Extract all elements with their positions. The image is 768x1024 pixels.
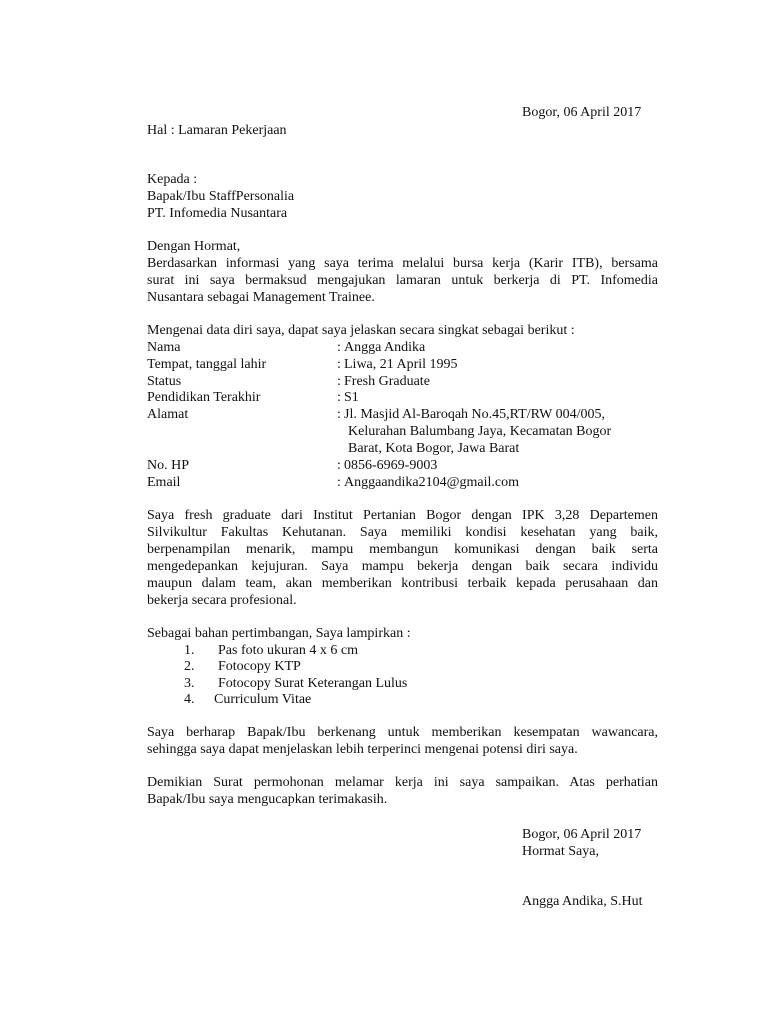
field-label: No. HP	[147, 458, 190, 473]
profile-line: berpenampilan menarik, mampu membangun komunikasi dengan baik serta	[147, 542, 658, 557]
profile-line: bekerja secara profesional.	[147, 593, 297, 608]
letter-date-bottom: Bogor, 06 April 2017	[522, 827, 642, 842]
regards: Hormat Saya,	[522, 844, 599, 859]
field-colon: :	[337, 407, 341, 422]
profile-line: maupun dalam team, akan memberikan kontribusi terbaik kepada perusahaan dan	[147, 576, 658, 591]
field-value: Anggaandika2104@gmail.com	[344, 475, 520, 490]
field-colon: :	[337, 390, 341, 405]
intro-line: Berdasarkan informasi yang saya terima melalui bursa kerja (Karir ITB), bersama	[147, 256, 658, 271]
field-colon: :	[337, 340, 341, 355]
field-value: 0856-6969-9003	[344, 458, 438, 473]
field-label: Alamat	[147, 407, 189, 422]
intro-line: surat ini saya bermaksud mengajukan lamaran untuk berkerja di PT. Infomedia	[147, 273, 658, 288]
field-label: Nama	[147, 340, 181, 355]
field-value: Fresh Graduate	[344, 374, 430, 389]
field-label: Email	[147, 475, 181, 490]
attachment-number: 4.	[184, 692, 195, 707]
greeting: Dengan Hormat,	[147, 239, 241, 254]
field-label: Pendidikan Terakhir	[147, 390, 261, 405]
field-value: Liwa, 21 April 1995	[344, 357, 458, 372]
closing-line: Bapak/Ibu saya mengucapkan terimakasih.	[147, 792, 388, 807]
field-value: Jl. Masjid Al-Baroqah No.45,RT/RW 004/005,	[344, 407, 606, 422]
intro-line: Nusantara sebagai Management Trainee.	[147, 290, 375, 305]
field-label: Status	[147, 374, 182, 389]
attachment-item: Curriculum Vitae	[214, 692, 312, 707]
recipient-line: Kepada :	[147, 172, 198, 187]
letter-date-top: Bogor, 06 April 2017	[522, 105, 642, 120]
field-colon: :	[337, 357, 341, 372]
letter-subject: Hal : Lamaran Pekerjaan	[147, 123, 287, 138]
attachment-number: 2.	[184, 659, 195, 674]
attachment-item: Pas foto ukuran 4 x 6 cm	[218, 643, 358, 658]
field-value: Barat, Kota Bogor, Jawa Barat	[348, 441, 520, 456]
recipient-line: Bapak/Ibu StaffPersonalia	[147, 189, 295, 204]
field-colon: :	[337, 475, 341, 490]
hope-line: Saya berharap Bapak/Ibu berkenang untuk memberikan kesempatan wawancara,	[147, 725, 658, 740]
attachment-item: Fotocopy Surat Keterangan Lulus	[218, 676, 408, 691]
field-value: Angga Andika	[344, 340, 426, 355]
attachment-item: Fotocopy KTP	[218, 659, 301, 674]
field-value: S1	[344, 390, 359, 405]
field-colon: :	[337, 458, 341, 473]
profile-line: Saya fresh graduate dari Institut Pertanian Bogor dengan IPK 3,28 Departemen	[147, 508, 658, 523]
attachment-number: 3.	[184, 676, 195, 691]
hope-line: sehingga saya dapat menjelaskan lebih terperinci mengenai potensi diri saya.	[147, 742, 578, 757]
signature-name: Angga Andika, S.Hut	[522, 894, 643, 909]
field-colon: :	[337, 374, 341, 389]
data-intro: Mengenai data diri saya, dapat saya jelaskan secara singkat sebagai berikut :	[147, 323, 575, 338]
attachments-intro: Sebagai bahan pertimbangan, Saya lampirkan :	[147, 626, 411, 641]
recipient-line: PT. Infomedia Nusantara	[147, 206, 288, 221]
closing-line: Demikian Surat permohonan melamar kerja ini saya sampaikan. Atas perhatian	[147, 775, 658, 790]
field-value: Kelurahan Balumbang Jaya, Kecamatan Bogor	[348, 424, 612, 439]
attachment-number: 1.	[184, 643, 195, 658]
profile-line: mengedepankan kejujuran. Saya mampu bekerja dengan baik secara individu	[147, 559, 658, 574]
profile-line: Silvikultur Fakultas Kehutanan. Saya memiliki kondisi kesehatan yang baik,	[147, 525, 658, 540]
field-label: Tempat, tanggal lahir	[147, 357, 267, 372]
